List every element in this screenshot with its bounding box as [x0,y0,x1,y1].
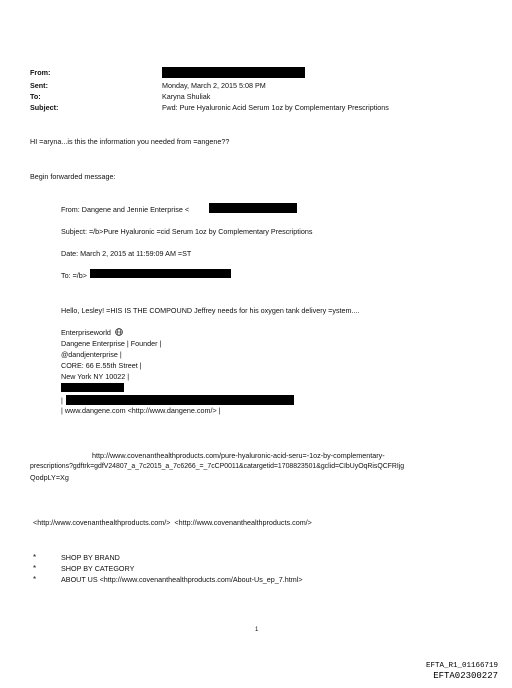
redaction-from [162,67,305,78]
page-number: 1 [255,627,259,633]
signature-line-4: CORE: 66 E.55th Street | [61,361,142,370]
signature-line-5: New York NY 10022 | [61,372,130,381]
signature-line-7: | www.dangene.com <http://www.dangene.com/> | [61,406,221,415]
redaction-forwarded-from [209,203,297,213]
signature-line-2: Dangene Enterprise | Founder | [61,339,162,348]
bullet-item-about-us: ABOUT US <http://www.covenanthealthproducts.com/About-Us_ep_7.html> [61,575,303,584]
footer-bates-line-2: EFTA02300227 [433,671,498,681]
sent-label: Sent: [30,81,48,90]
product-link-line-3: QodpLY=Xg [30,473,69,482]
greeting-text: HI =aryna...is this the information you needed from =angene?? [30,137,230,146]
signature-line-6: | [61,396,63,405]
redaction-signature-1 [61,383,124,392]
redaction-signature-2 [66,395,294,405]
forwarded-from-line: From: Dangene and Jennie Enterprise < [61,205,190,214]
to-value: Karyna Shuliak [162,92,211,101]
forwarded-date-line: Date: March 2, 2015 at 11:59:09 AM =ST [61,249,192,258]
to-label: To: [30,92,41,101]
bullet-item-shop-by-category: SHOP BY CATEGORY [61,564,135,573]
signature-company-name: Enterpriseworld [61,328,111,337]
product-link-line-1: http://www.covenanthealthproducts.com/pure-hyaluronic-acid-seru=-1oz-by-complementary- [92,451,385,460]
subject-value: Fwd: Pure Hyaluronic Acid Serum 1oz by Complementary Prescriptions [162,103,389,112]
forwarded-to-line: To: =/b> [61,271,87,280]
signature-line-1 [61,328,123,338]
signature-line-3: @dandjenterprise | [61,350,122,359]
footer-bates-line-1: EFTA_R1_01166719 [425,662,498,670]
forwarded-message: Hello, Lesley! =HIS IS THE COMPOUND Jeffrey needs for his oxygen tank delivery =ystem.... [61,306,360,315]
product-link-line-2: prescriptions?gdftrk=gdfV24807_a_7c2015_a_7c6266_=_7cCP0011&catargetid=1708823501&gclid=CIbUyOqRisQCFRIjg [30,463,405,470]
forwarded-subject-line: Subject: =/b>Pure Hyaluronic =cid Serum 1oz by Complementary Prescriptions [61,227,313,236]
from-label: From: [30,68,51,77]
links-row: <http://www.covenanthealthproducts.com/> <http://www.covenanthealthproducts.com/> [33,518,312,527]
bullet-item-shop-by-brand: SHOP BY BRAND [61,553,120,562]
bullet-symbol: * [33,564,37,573]
bullet-symbol: * [33,575,37,584]
begin-forwarded-text: Begin forwarded message: [30,172,116,181]
bullet-symbol: * [33,553,37,562]
sent-value: Monday, March 2, 2015 5:08 PM [162,81,266,90]
globe-icon [115,328,123,338]
subject-label: Subject: [30,103,59,112]
redaction-forwarded-to [90,269,231,278]
